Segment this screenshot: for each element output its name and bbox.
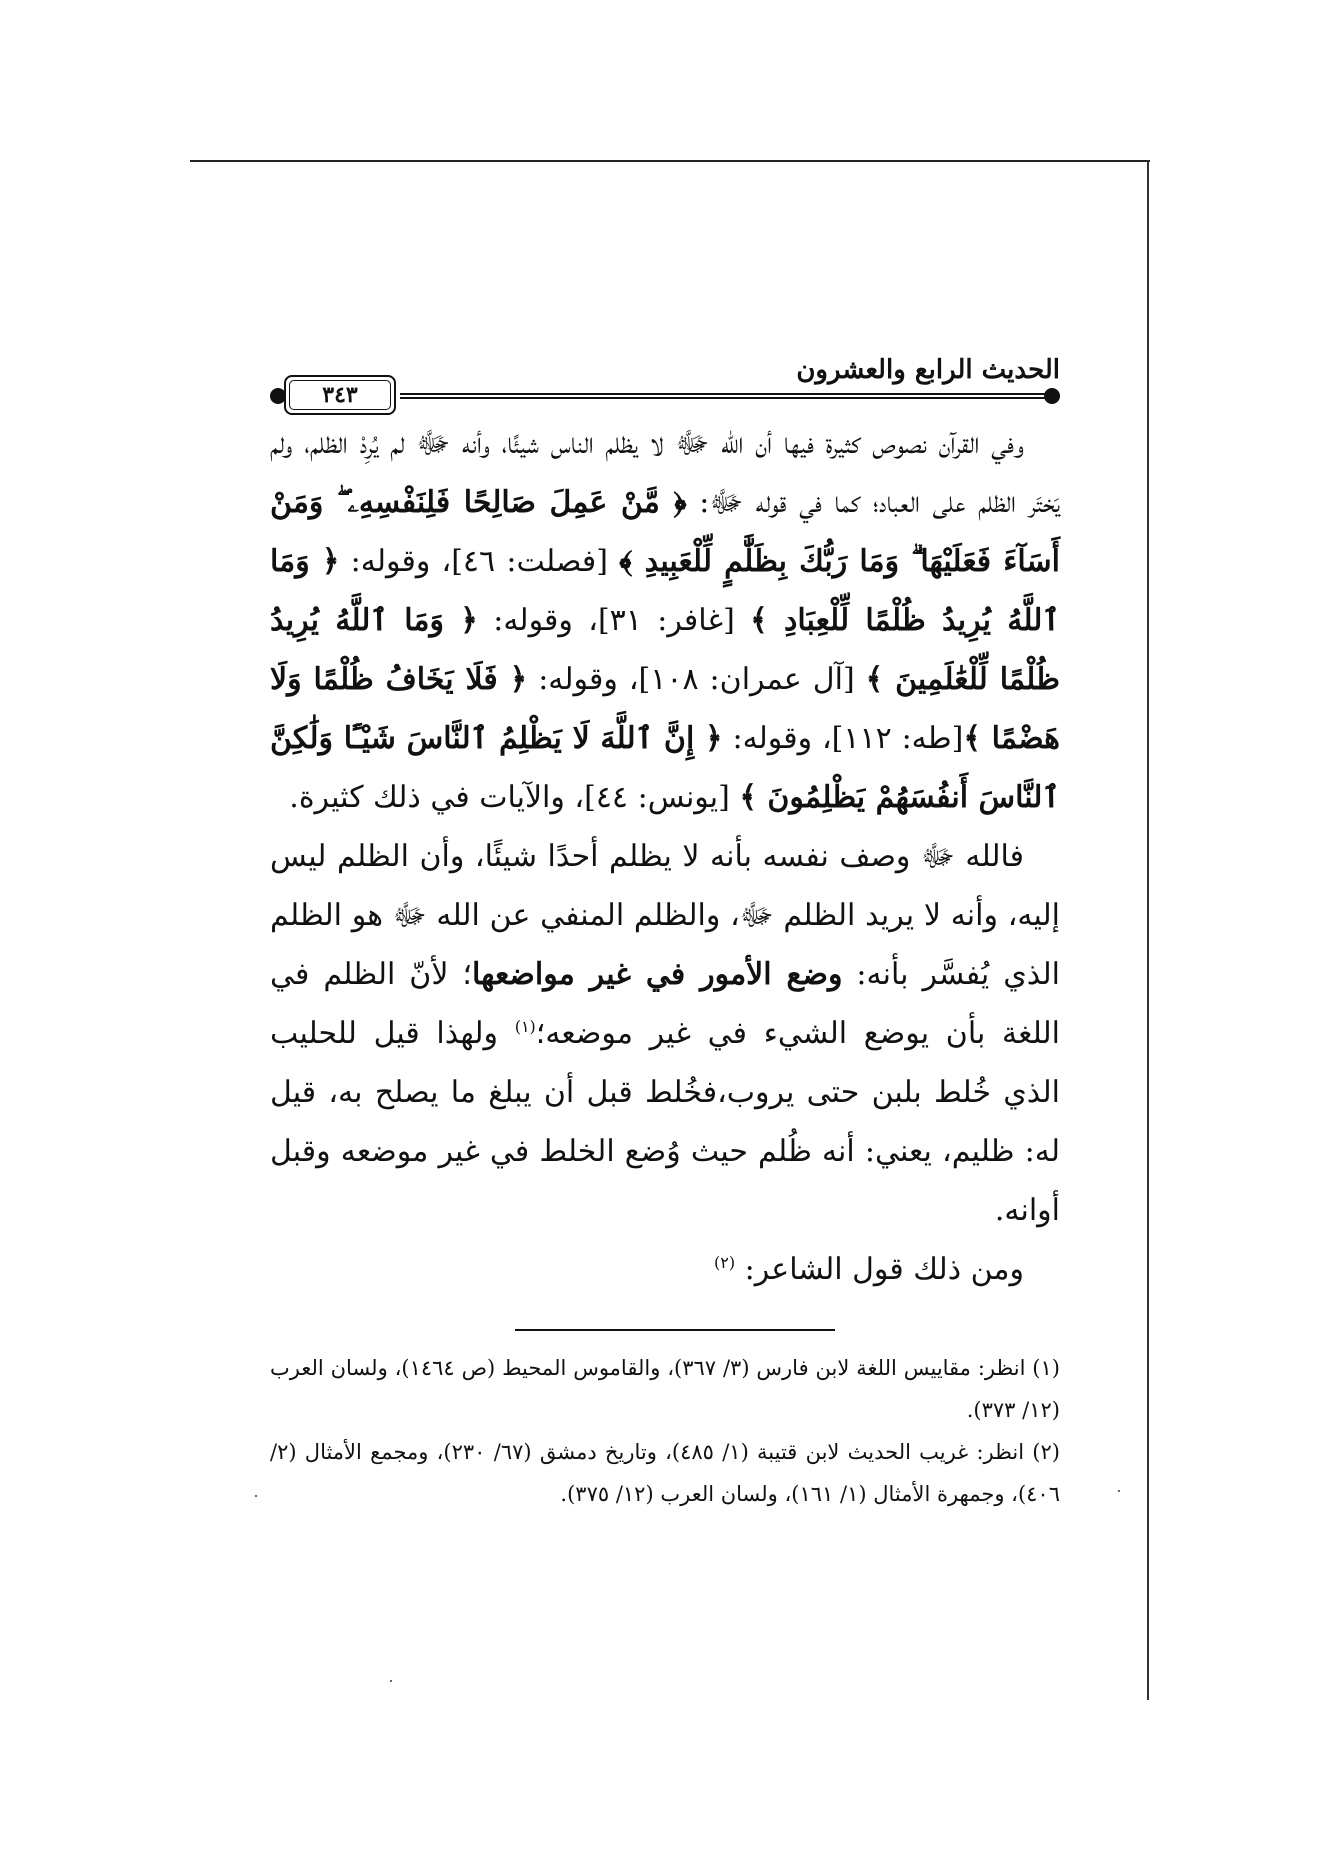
footnotes — [270, 1347, 1060, 1515]
text-run: ومن ذلك قول الشاعر: — [735, 1252, 1024, 1287]
paragraph-2 — [270, 827, 1060, 1240]
running-title: الحديث الرابع والعشرون — [796, 355, 1060, 385]
page-number: ٣٤٣ — [284, 375, 396, 415]
verse-reference: [غافر: ٣١]، وقوله: — [477, 603, 751, 638]
header-ornament-dot — [1044, 388, 1060, 404]
book-page — [270, 355, 1060, 1515]
scan-edge-right — [1147, 160, 1149, 1700]
verse-reference: [آل عمران: ١٠٨]، وقوله: — [527, 662, 866, 697]
quran-verse: ﴿ مَّنْ عَمِلَ صَالِحًا فَلِنَفْسِهِۦ ۖ وَمَنْ أَسَآءَ فَعَلَيْهَا ۗ وَمَا رَبُّكَ بِظَلَّٰمٍ لِّلْعَبِيدِ ﴾ — [270, 485, 1060, 579]
footnote-2: (٢) انظر: غريب الحديث لابن قتيبة (١/ ٤٨٥)، وتاريخ دمشق (٦٧/ ٢٣٠)، ومجمع الأمثال (٢/ ٤٠٦)، وجمهرة الأمثال (١/ ١٦١)، ولسان العرب (١٢/ ٣٧٥). — [270, 1440, 1060, 1506]
scan-speck — [1118, 1490, 1120, 1492]
paragraph-1 — [270, 414, 1060, 827]
verse-reference: [فصلت: ٤٦]، وقوله: — [339, 544, 620, 579]
text-run: ولهذا قيل للحليب الذي خُلط بلبن حتى يروب،فخُلط قبل أن يبلغ ما يصلح به، قيل له: ظليم، يعني: أنه ظُلم حيث وُضع الخلط في غير موضعه وقبل أوانه. — [270, 1016, 1060, 1228]
text-run: فالله ﷻ وصف نفسه بأنه لا يظلم أحدًا شيئًا، وأن الظلم ليس إليه، وأنه لا يريد الظلم ﷻ، والظلم المنفي عن الله ﷻ هو الظلم الذي يُفسَّر بأنه: — [270, 839, 1060, 992]
quran-verse: ﴿ فَلَا يَخَافُ ظُلْمًا وَلَا هَضْمًا ﴾ — [270, 662, 1060, 756]
footnote-marker[interactable]: (١) — [514, 1017, 536, 1036]
footnote-1: (١) انظر: مقاييس اللغة لابن فارس (٣/ ٣٦٧)، والقاموس المحيط (ص ١٤٦٤)، ولسان العرب (١٢/ ٣٧٣). — [270, 1356, 1060, 1422]
text-run: ؛ لأنّ الظلم في اللغة بأن يوضع الشيء في غير موضعه؛ — [270, 957, 1060, 1051]
header-rule — [400, 393, 1046, 399]
scan-speck — [255, 1495, 257, 1497]
quran-verse: ﴿ وَمَا ٱللَّهُ يُرِيدُ ظُلْمًا لِّلْعِبَادِ ﴾ — [270, 544, 1060, 638]
scan-speck — [390, 1680, 392, 1682]
text-run: وفي القرآن نصوص كثيرة فيها أن الله ﷻ لا يظلم الناس شيئًا، وأنه ﷻ لم يُرِدْ الظلم، ولم يَختَر الظلم على العباد؛ كما في قوله ﷻ: — [270, 426, 1060, 520]
footnote-separator — [515, 1329, 835, 1331]
verse-reference: [طه: ١١٢]، وقوله: — [722, 721, 964, 756]
quran-verse: ﴿ إِنَّ ٱللَّهَ لَا يَظْلِمُ ٱلنَّاسَ شَيْـًٔا وَلَٰكِنَّ ٱلنَّاسَ أَنفُسَهُمْ يَظْلِمُونَ ﴾ — [270, 721, 1060, 815]
main-text — [270, 414, 1060, 1299]
emphasized-definition: وضع الأمور في غير مواضعها — [471, 957, 843, 992]
scan-edge-top — [190, 160, 1150, 162]
paragraph-3 — [270, 1240, 1060, 1299]
page-header — [270, 355, 1060, 410]
quran-verse: ﴿ وَمَا ٱللَّهُ يُرِيدُ ظُلْمًا لِّلْعَٰلَمِينَ ﴾ — [270, 603, 1060, 697]
footnote-marker[interactable]: (٢) — [714, 1253, 736, 1272]
verse-reference: [يونس: ٤٤]، والآيات في ذلك كثيرة. — [289, 780, 740, 815]
